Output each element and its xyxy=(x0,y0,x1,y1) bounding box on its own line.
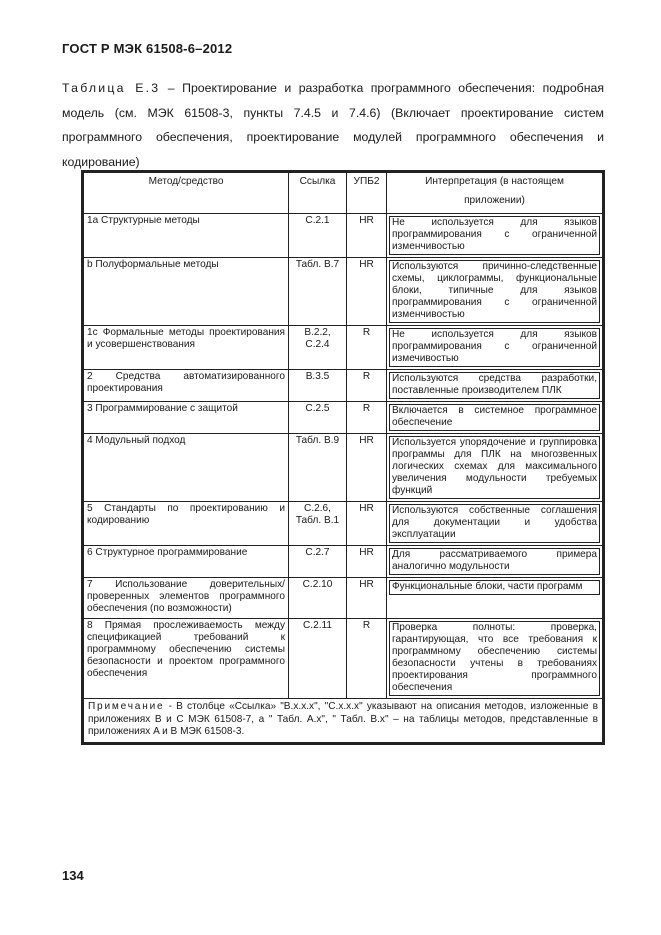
method-cell: 1с Формальные методы проектирования и усовершенствования xyxy=(84,326,289,370)
document-header: ГОСТ Р МЭК 61508-6–2012 xyxy=(62,41,233,56)
method-cell: 1а Структурные методы xyxy=(84,214,289,258)
table-header-row xyxy=(84,173,603,214)
interpretation-text: Используются собственные соглашения для документации и удобства эксплуатации xyxy=(389,504,600,543)
table-caption-text: – Проектирование и разработка программного обеспечения: подробная модель (см. МЭК 61508-3, пункты 7.4.5 и 7.4.6) (Включает проектирование систем программного обеспечения, проектирование модулей программного обеспечения и кодирование) xyxy=(62,81,604,169)
upb-cell: R xyxy=(347,619,387,699)
interpretation-text: Проверка полноты: проверка, гарантирующая, что все требования к программному обеспечению системы безопасности учтены в требованиях проектирования программного обеспечения xyxy=(389,621,600,696)
interpretation-cell xyxy=(387,434,603,502)
table-caption xyxy=(62,76,604,174)
interpretation-cell xyxy=(387,326,603,370)
table-row xyxy=(84,502,603,546)
interpretation-cell xyxy=(387,502,603,546)
interpretation-text: Не используется для языков программирования с ограниченной изменчивостью xyxy=(389,216,600,255)
table-row xyxy=(84,326,603,370)
table-row xyxy=(84,546,603,578)
upb-cell: HR xyxy=(347,546,387,578)
column-header-method: Метод/средство xyxy=(84,173,289,214)
interpretation-cell xyxy=(387,258,603,326)
interpretation-text: Используются причинно-следственные схемы, циклограммы, функциональные блоки, типичные для языков программирования с ограниченной изменчивостью xyxy=(389,260,600,323)
column-header-interpretation-line1: Интерпретация (в настоящем xyxy=(425,176,564,187)
ref-cell: C.2.10 xyxy=(289,578,347,619)
table-row xyxy=(84,434,603,502)
column-header-ref: Ссылка xyxy=(289,173,347,214)
upb-cell: HR xyxy=(347,578,387,619)
column-header-interpretation-line2: приложении) xyxy=(464,195,525,206)
method-cell: b Полуформальные методы xyxy=(84,258,289,326)
methods-table xyxy=(83,172,603,743)
upb-cell: R xyxy=(347,326,387,370)
table-note-text: - В столбце «Ссылка» "B.x.x.x", "C.x.x.x" указывают на описания методов, изложенные в приложениях B и C МЭК 61508-7, а " Табл. A.x", " Табл. B.x" – на таблицы методов, представленные в приложениях A и B МЭК 61508-3. xyxy=(88,701,598,737)
upb-cell: R xyxy=(347,402,387,434)
table-row xyxy=(84,214,603,258)
table-row xyxy=(84,258,603,326)
method-cell: 7 Использование доверительных/проверенных элементов программного обеспечения (по возможности) xyxy=(84,578,289,619)
method-cell: 4 Модульный подход xyxy=(84,434,289,502)
interpretation-cell xyxy=(387,402,603,434)
table-note xyxy=(84,699,603,743)
upb-cell: HR xyxy=(347,434,387,502)
method-cell: 6 Структурное программирование xyxy=(84,546,289,578)
upb-cell: R xyxy=(347,370,387,402)
ref-cell: B.3.5 xyxy=(289,370,347,402)
method-cell: 5 Стандарты по проектированию и кодированию xyxy=(84,502,289,546)
table-row xyxy=(84,402,603,434)
interpretation-cell xyxy=(387,370,603,402)
methods-table-frame xyxy=(81,170,605,745)
method-cell: 8 Прямая прослеживаемость между спецификацией требований к программному обеспечению системы безопасности и проектом программного обеспечения xyxy=(84,619,289,699)
ref-cell: Табл. B.9 xyxy=(289,434,347,502)
method-cell: 2 Средства автоматизированного проектирования xyxy=(84,370,289,402)
ref-cell: C.2.11 xyxy=(289,619,347,699)
interpretation-text: Не используется для языков программирования с ограниченной измечивостью xyxy=(389,328,600,367)
table-note-label: Примечание xyxy=(88,701,165,712)
interpretation-text: Включается в системное программное обеспечение xyxy=(389,404,600,431)
ref-cell: C.2.5 xyxy=(289,402,347,434)
interpretation-cell xyxy=(387,578,603,619)
table-row xyxy=(84,578,603,619)
method-cell: 3 Программирование с защитой xyxy=(84,402,289,434)
table-row xyxy=(84,370,603,402)
page-number: 134 xyxy=(62,868,84,883)
table-caption-label: Таблица Е.3 xyxy=(62,81,161,95)
interpretation-cell xyxy=(387,214,603,258)
ref-cell: C.2.1 xyxy=(289,214,347,258)
column-header-interpretation xyxy=(387,173,603,214)
interpretation-text: Используются средства разработки, поставленные производителем ПЛК xyxy=(389,372,600,399)
table-row xyxy=(84,619,603,699)
ref-cell: C.2.6, Табл. B.1 xyxy=(289,502,347,546)
upb-cell: HR xyxy=(347,214,387,258)
ref-cell: B.2.2, C.2.4 xyxy=(289,326,347,370)
upb-cell: HR xyxy=(347,258,387,326)
ref-cell: C.2.7 xyxy=(289,546,347,578)
column-header-upb: УПБ2 xyxy=(347,173,387,214)
table-note-row xyxy=(84,699,603,743)
interpretation-text: Функциональные блоки, части программ xyxy=(389,580,600,595)
interpretation-text: Для рассматриваемого примера аналогично модульности xyxy=(389,548,600,575)
interpretation-cell xyxy=(387,619,603,699)
table-body xyxy=(84,214,603,699)
interpretation-cell xyxy=(387,546,603,578)
ref-cell: Табл. B.7 xyxy=(289,258,347,326)
upb-cell: HR xyxy=(347,502,387,546)
interpretation-text: Используется упорядочение и группировка программы для ПЛК на многозвенных логических схемах для максимального увеличения модульности требуемых функций xyxy=(389,436,600,499)
